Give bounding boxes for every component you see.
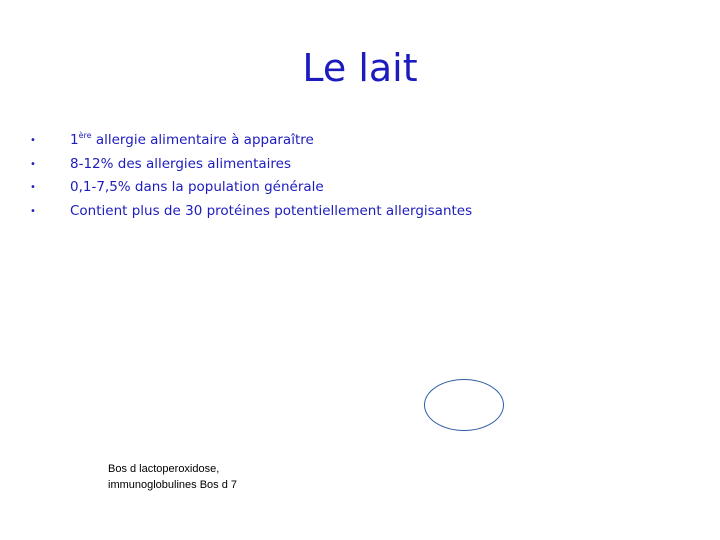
caption-line: Bos d lactoperoxidose, [108,463,220,475]
bullet-superscript: ère [78,131,92,140]
caption-line: immunoglobulines Bos d 7 [108,479,238,491]
bullet-number: 1 [70,132,79,148]
bullet-text-rest: allergie alimentaire à apparaître [91,132,314,148]
bullet-icon: • [30,135,36,146]
bullet-text: Contient plus de 30 protéines potentiellement allergisantes [70,202,473,219]
slide-title: Le lait [302,46,418,90]
bullet-icon: • [30,205,36,217]
bullet-text [70,129,314,153]
bullet-text: 8-12% des allergies alimentaires [70,155,291,172]
bullet-icon: • [30,182,36,193]
bullet-text: 0,1-7,5% dans la population générale [70,179,324,195]
caption-text [108,461,237,493]
ellipse-shape [424,379,504,431]
bullet-icon: • [30,158,36,170]
